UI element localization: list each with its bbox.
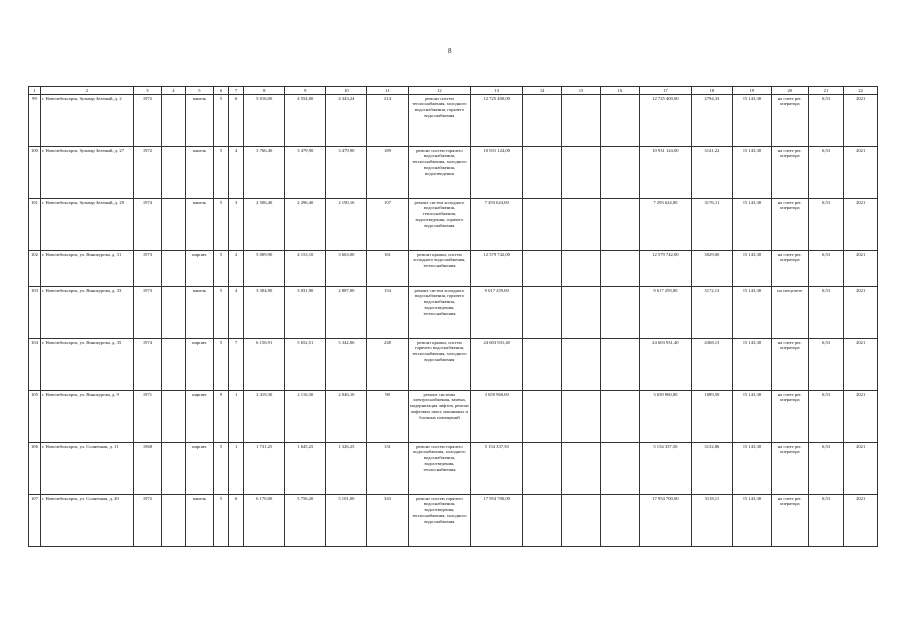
fund-method-cell: на счете рег. оператора xyxy=(771,147,808,199)
fund-method-cell: на спецсчете xyxy=(771,287,808,339)
year-cell: 1972 xyxy=(133,147,161,199)
col15-cell xyxy=(562,95,601,147)
residents-cell: 98 xyxy=(367,391,408,443)
material-cell: панель xyxy=(185,199,213,251)
column-number: 17 xyxy=(639,87,691,95)
total-cost-cell: 24 603 931,40 xyxy=(471,339,523,391)
year-cell: 1973 xyxy=(133,287,161,339)
total-area-cell: 5 016,00 xyxy=(244,95,285,147)
row-number: 102 xyxy=(29,251,41,287)
residential-area-cell: 2 296,40 xyxy=(285,199,326,251)
owners-funds-cell: 12 579 742,00 xyxy=(639,251,691,287)
column-number: 21 xyxy=(808,87,844,95)
total-cost-cell: 7 293 624,00 xyxy=(471,199,523,251)
floors-cell: 9 xyxy=(213,391,228,443)
column-number: 18 xyxy=(691,87,732,95)
address-cell: г. Новочебоксарск, ул. Солнечная, д. 20 xyxy=(40,495,133,547)
col15-cell xyxy=(562,443,601,495)
owners-funds-cell: 12 725 400,00 xyxy=(639,95,691,147)
residential-area-cell: 4 554,00 xyxy=(285,95,326,147)
owners-funds-cell: 5 154 337,50 xyxy=(639,443,691,495)
col16-cell xyxy=(601,199,640,251)
rate-cell: 6,53 xyxy=(808,287,844,339)
unit-cost-cell: 3132,86 xyxy=(691,443,732,495)
year-cell: 1973 xyxy=(133,251,161,287)
row-number: 103 xyxy=(29,287,41,339)
col4-cell xyxy=(162,251,186,287)
total-cost-cell: 12 579 742,00 xyxy=(471,251,523,287)
max-unit-cost-cell: 15 143,38 xyxy=(732,287,771,339)
column-number: 10 xyxy=(326,87,367,95)
fund-method-cell: на счете рег. оператора xyxy=(771,251,808,287)
col14-cell xyxy=(523,495,562,547)
col16-cell xyxy=(601,391,640,443)
entrances-cell: 3 xyxy=(229,199,244,251)
material-cell: кирпич xyxy=(185,391,213,443)
address-cell: г. Новочебоксарск, ул. Винокурова, д. 33 xyxy=(40,287,133,339)
col16-cell xyxy=(601,339,640,391)
address-cell: г. Новочебоксарск, бульвар Зеленый, д. 2 xyxy=(40,95,133,147)
material-cell: панель xyxy=(185,147,213,199)
residential-area-cell: 3 031,90 xyxy=(285,287,326,339)
owners-area-cell: 2 887,00 xyxy=(326,287,367,339)
col14-cell xyxy=(523,443,562,495)
year-plan-cell: 2021 xyxy=(844,147,878,199)
col15-cell xyxy=(562,339,601,391)
col15-cell xyxy=(562,199,601,251)
col14-cell xyxy=(523,199,562,251)
residents-cell: 107 xyxy=(367,199,408,251)
column-number: 3 xyxy=(133,87,161,95)
max-unit-cost-cell: 15 143,38 xyxy=(732,95,771,147)
col4-cell xyxy=(162,443,186,495)
year-cell: 1971 xyxy=(133,391,161,443)
work-type-cell: ремонт систем горячего водоснабжения, холодного водоснабжения, водоотведения, теплоснабжения xyxy=(408,443,471,495)
owners-area-cell: 5 101,00 xyxy=(326,495,367,547)
residential-area-cell: 2 116,30 xyxy=(285,391,326,443)
column-number: 20 xyxy=(771,87,808,95)
col15-cell xyxy=(562,251,601,287)
owners-funds-cell: 9 617 259,00 xyxy=(639,287,691,339)
col14-cell xyxy=(523,391,562,443)
address-cell: г. Новочебоксарск, ул. Винокурова, д. 35 xyxy=(40,339,133,391)
entrances-cell: 4 xyxy=(229,147,244,199)
address-cell: г. Новочебоксарск, ул. Винокурова, д. 31 xyxy=(40,251,133,287)
entrances-cell: 7 xyxy=(229,339,244,391)
row-number: 105 xyxy=(29,391,41,443)
row-number: 99 xyxy=(29,95,41,147)
residents-cell: 214 xyxy=(367,95,408,147)
unit-cost-cell: 3029,00 xyxy=(691,251,732,287)
floors-cell: 5 xyxy=(213,339,228,391)
column-number: 4 xyxy=(162,87,186,95)
column-number: 11 xyxy=(367,87,408,95)
owners-area-cell: 2 046,10 xyxy=(326,391,367,443)
max-unit-cost-cell: 15 143,38 xyxy=(732,147,771,199)
total-area-cell: 3 766,40 xyxy=(244,147,285,199)
owners-area-cell: 3 663,00 xyxy=(326,251,367,287)
housing-repair-table xyxy=(28,86,878,547)
unit-cost-cell: 3141,22 xyxy=(691,147,732,199)
work-type-cell: ремонт систем холодного водоснабжения, теплоснабжения, водоотведения, горячего водоснабжения xyxy=(408,199,471,251)
total-cost-cell: 12 725 400,00 xyxy=(471,95,523,147)
unit-cost-cell: 4368,13 xyxy=(691,339,732,391)
column-number: 1 xyxy=(29,87,41,95)
table-row xyxy=(29,495,878,547)
fund-method-cell: на счете рег. оператора xyxy=(771,391,808,443)
rate-cell: 6,53 xyxy=(808,495,844,547)
year-plan-cell: 2021 xyxy=(844,339,878,391)
column-number: 9 xyxy=(285,87,326,95)
rate-cell: 6,53 xyxy=(808,251,844,287)
residents-cell: 154 xyxy=(367,287,408,339)
unit-cost-cell: 3176,11 xyxy=(691,199,732,251)
year-plan-cell: 2021 xyxy=(844,199,878,251)
year-plan-cell: 2021 xyxy=(844,287,878,339)
column-number: 14 xyxy=(523,87,562,95)
max-unit-cost-cell: 15 143,38 xyxy=(732,199,771,251)
col16-cell xyxy=(601,287,640,339)
owners-funds-cell: 17 954 700,00 xyxy=(639,495,691,547)
column-number: 2 xyxy=(40,87,133,95)
row-number: 104 xyxy=(29,339,41,391)
col14-cell xyxy=(523,95,562,147)
work-type-cell: ремонт систем горячего водоснабжения, водоотведения, теплоснабжения, холодного водоснабжения xyxy=(408,495,471,547)
col4-cell xyxy=(162,391,186,443)
column-number: 16 xyxy=(601,87,640,95)
col4-cell xyxy=(162,339,186,391)
material-cell: панель xyxy=(185,495,213,547)
fund-method-cell: на счете рег. оператора xyxy=(771,495,808,547)
total-cost-cell: 9 617 259,00 xyxy=(471,287,523,339)
page-number: 8 xyxy=(448,47,452,55)
column-number: 5 xyxy=(185,87,213,95)
owners-area-cell: 5 342,06 xyxy=(326,339,367,391)
col14-cell xyxy=(523,287,562,339)
fund-method-cell: на счете рег. оператора xyxy=(771,339,808,391)
floors-cell: 5 xyxy=(213,95,228,147)
col15-cell xyxy=(562,391,601,443)
entrances-cell: 2 xyxy=(229,251,244,287)
entrances-cell: 1 xyxy=(229,391,244,443)
owners-area-cell: 4 343,24 xyxy=(326,95,367,147)
work-type-cell: ремонт системы электроснабжения, замена, модернизация лифтов, ремонт лифтовых шахт, машинных и блочных помещений xyxy=(408,391,471,443)
year-plan-cell: 2021 xyxy=(844,443,878,495)
table-row xyxy=(29,391,878,443)
max-unit-cost-cell: 15 143,38 xyxy=(732,251,771,287)
col16-cell xyxy=(601,495,640,547)
unit-cost-cell: 2794,33 xyxy=(691,95,732,147)
owners-funds-cell: 3 659 960,00 xyxy=(639,391,691,443)
entrances-cell: 1 xyxy=(229,443,244,495)
col15-cell xyxy=(562,287,601,339)
residents-cell: 189 xyxy=(367,147,408,199)
table-row xyxy=(29,147,878,199)
col16-cell xyxy=(601,443,640,495)
owners-funds-cell: 24 603 931,40 xyxy=(639,339,691,391)
residential-area-cell: 1 645,25 xyxy=(285,443,326,495)
year-plan-cell: 2021 xyxy=(844,391,878,443)
floors-cell: 5 xyxy=(213,251,228,287)
fund-method-cell: на счете рег. оператора xyxy=(771,199,808,251)
work-type-cell: ремонт систем теплоснабжения, холодного водоснабжения, горячего водоснабжения xyxy=(408,95,471,147)
year-plan-cell: 2021 xyxy=(844,495,878,547)
residential-area-cell: 5 756,20 xyxy=(285,495,326,547)
year-cell: 1972 xyxy=(133,95,161,147)
row-number: 107 xyxy=(29,495,41,547)
rate-cell: 6,53 xyxy=(808,339,844,391)
total-area-cell: 2 419,30 xyxy=(244,391,285,443)
year-cell: 1972 xyxy=(133,495,161,547)
rate-cell: 6,53 xyxy=(808,95,844,147)
column-number: 6 xyxy=(213,87,228,95)
address-cell: г. Новочебоксарск, бульвар Зеленый, д. 29 xyxy=(40,199,133,251)
rate-cell: 6,53 xyxy=(808,147,844,199)
column-number: 7 xyxy=(229,87,244,95)
residents-cell: 161 xyxy=(367,251,408,287)
address-cell: г. Новочебоксарск, бульвар Зеленый, д. 27 xyxy=(40,147,133,199)
col4-cell xyxy=(162,495,186,547)
floors-cell: 5 xyxy=(213,199,228,251)
total-cost-cell: 10 931 124,00 xyxy=(471,147,523,199)
owners-funds-cell: 7 293 624,00 xyxy=(639,199,691,251)
column-number: 13 xyxy=(471,87,523,95)
table-row xyxy=(29,251,878,287)
entrances-cell: 6 xyxy=(229,95,244,147)
residents-cell: 343 xyxy=(367,495,408,547)
address-cell: г. Новочебоксарск, ул. Винокурова, д. 9 xyxy=(40,391,133,443)
year-cell: 1968 xyxy=(133,443,161,495)
residents-cell: 131 xyxy=(367,443,408,495)
column-number-row xyxy=(29,87,878,95)
max-unit-cost-cell: 15 143,38 xyxy=(732,339,771,391)
rate-cell: 6,53 xyxy=(808,391,844,443)
owners-area-cell: 1 326,25 xyxy=(326,443,367,495)
rate-cell: 6,53 xyxy=(808,199,844,251)
year-cell: 1974 xyxy=(133,339,161,391)
col4-cell xyxy=(162,199,186,251)
year-cell: 1974 xyxy=(133,199,161,251)
table-row xyxy=(29,199,878,251)
total-area-cell: 5 009,90 xyxy=(244,251,285,287)
total-area-cell: 2 506,40 xyxy=(244,199,285,251)
unit-cost-cell: 3118,11 xyxy=(691,495,732,547)
total-area-cell: 3 304,90 xyxy=(244,287,285,339)
fund-method-cell: на счете рег. оператора xyxy=(771,443,808,495)
col4-cell xyxy=(162,95,186,147)
material-cell: панель xyxy=(185,287,213,339)
col16-cell xyxy=(601,95,640,147)
col16-cell xyxy=(601,251,640,287)
col14-cell xyxy=(523,339,562,391)
total-area-cell: 6 156,91 xyxy=(244,339,285,391)
owners-area-cell: 2 190,16 xyxy=(326,199,367,251)
residents-cell: 248 xyxy=(367,339,408,391)
work-type-cell: ремонт крыши, систем холодного водоснабжения, теплоснабжения xyxy=(408,251,471,287)
residential-area-cell: 3 479,90 xyxy=(285,147,326,199)
table-row xyxy=(29,443,878,495)
column-number: 22 xyxy=(844,87,878,95)
floors-cell: 5 xyxy=(213,147,228,199)
residential-area-cell: 5 652,51 xyxy=(285,339,326,391)
rate-cell: 6,53 xyxy=(808,443,844,495)
work-type-cell: ремонт систем горячего водоснабжения, теплоснабжения, холодного водоснабжения, водоотведения xyxy=(408,147,471,199)
total-area-cell: 1 731,25 xyxy=(244,443,285,495)
column-number: 15 xyxy=(562,87,601,95)
table-row xyxy=(29,287,878,339)
col14-cell xyxy=(523,251,562,287)
address-cell: г. Новочебоксарск, ул. Солнечная, д. 11 xyxy=(40,443,133,495)
work-type-cell: ремонт систем холодного водоснабжения, горячего водоснабжения, водоотведения, теплоснабжения xyxy=(408,287,471,339)
owners-funds-cell: 10 931 124,00 xyxy=(639,147,691,199)
material-cell: панель xyxy=(185,95,213,147)
row-number: 101 xyxy=(29,199,41,251)
col4-cell xyxy=(162,147,186,199)
max-unit-cost-cell: 15 143,38 xyxy=(732,495,771,547)
col14-cell xyxy=(523,147,562,199)
total-cost-cell: 5 154 337,50 xyxy=(471,443,523,495)
row-number: 100 xyxy=(29,147,41,199)
total-cost-cell: 17 954 700,00 xyxy=(471,495,523,547)
owners-area-cell: 3 479,90 xyxy=(326,147,367,199)
year-plan-cell: 2021 xyxy=(844,251,878,287)
material-cell: кирпич xyxy=(185,339,213,391)
col4-cell xyxy=(162,287,186,339)
col16-cell xyxy=(601,147,640,199)
total-area-cell: 6 170,00 xyxy=(244,495,285,547)
table-row xyxy=(29,339,878,391)
column-number: 12 xyxy=(408,87,471,95)
work-type-cell: ремонт крыши, систем горячего водоснабжения, теплоснабжения, холодного водоснабжения xyxy=(408,339,471,391)
material-cell: кирпич xyxy=(185,251,213,287)
unit-cost-cell: 1089,50 xyxy=(691,391,732,443)
total-cost-cell: 3 659 960,00 xyxy=(471,391,523,443)
col15-cell xyxy=(562,147,601,199)
entrances-cell: 4 xyxy=(229,287,244,339)
year-plan-cell: 2021 xyxy=(844,95,878,147)
floors-cell: 5 xyxy=(213,443,228,495)
fund-method-cell: на счете рег. оператора xyxy=(771,95,808,147)
column-number: 8 xyxy=(244,87,285,95)
entrances-cell: 6 xyxy=(229,495,244,547)
max-unit-cost-cell: 15 143,38 xyxy=(732,443,771,495)
col15-cell xyxy=(562,495,601,547)
table-row xyxy=(29,95,878,147)
column-number: 19 xyxy=(732,87,771,95)
floors-cell: 5 xyxy=(213,495,228,547)
max-unit-cost-cell: 15 143,38 xyxy=(732,391,771,443)
residential-area-cell: 4 153,10 xyxy=(285,251,326,287)
unit-cost-cell: 3172,13 xyxy=(691,287,732,339)
material-cell: кирпич xyxy=(185,443,213,495)
floors-cell: 5 xyxy=(213,287,228,339)
row-number: 106 xyxy=(29,443,41,495)
